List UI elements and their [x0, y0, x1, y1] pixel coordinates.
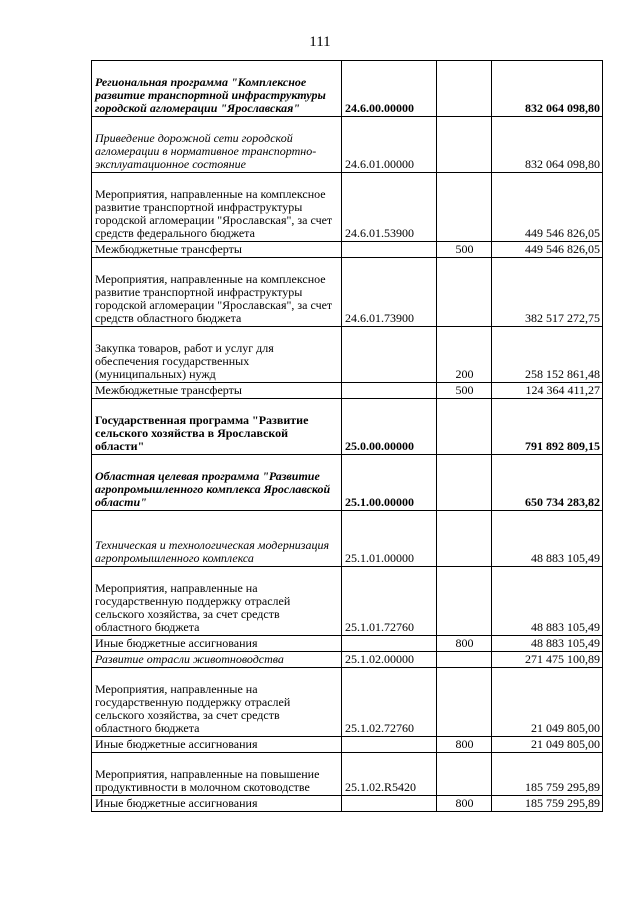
- row-name: Мероприятия, направленные на государственную поддержку отраслей сельского хозяйства, за счет средств областного бюджета: [92, 567, 342, 636]
- row-type: 800: [437, 796, 492, 812]
- table-row: [92, 61, 603, 117]
- row-sum: 124 364 411,27: [492, 383, 603, 399]
- row-sum: 382 517 272,75: [492, 258, 603, 327]
- row-name: Мероприятия, направленные на государственную поддержку отраслей сельского хозяйства, за счет средств областного бюджета: [92, 668, 342, 737]
- row-name: Межбюджетные трансферты: [92, 242, 342, 258]
- table-row: [92, 567, 603, 636]
- row-type: [437, 511, 492, 567]
- row-type: 500: [437, 242, 492, 258]
- row-code: 25.1.02.72760: [342, 668, 437, 737]
- row-code: [342, 737, 437, 753]
- row-type: 200: [437, 327, 492, 383]
- row-sum: 258 152 861,48: [492, 327, 603, 383]
- row-sum: 449 546 826,05: [492, 242, 603, 258]
- table-row: [92, 511, 603, 567]
- row-sum: 48 883 105,49: [492, 636, 603, 652]
- row-code: [342, 383, 437, 399]
- row-code: 24.6.01.00000: [342, 117, 437, 173]
- row-code: [342, 242, 437, 258]
- row-name: Областная целевая программа "Развитие агропромышленного комплекса Ярославской области": [92, 455, 342, 511]
- row-name: Иные бюджетные ассигнования: [92, 636, 342, 652]
- row-code: 24.6.01.73900: [342, 258, 437, 327]
- row-code: 24.6.00.00000: [342, 61, 437, 117]
- row-type: [437, 399, 492, 455]
- row-code: 25.0.00.00000: [342, 399, 437, 455]
- row-type: [437, 173, 492, 242]
- row-type: [437, 61, 492, 117]
- row-sum: 48 883 105,49: [492, 567, 603, 636]
- table-row: [92, 258, 603, 327]
- row-name: Иные бюджетные ассигнования: [92, 796, 342, 812]
- row-code: 24.6.01.53900: [342, 173, 437, 242]
- row-name: Иные бюджетные ассигнования: [92, 737, 342, 753]
- row-name: Мероприятия, направленные на повышение продуктивности в молочном скотоводстве: [92, 753, 342, 796]
- row-name: Закупка товаров, работ и услуг для обеспечения государственных (муниципальных) нужд: [92, 327, 342, 383]
- row-code: [342, 796, 437, 812]
- budget-table: [91, 60, 603, 812]
- row-name: Приведение дорожной сети городской агломерации в нормативное транспортно-эксплуатационное состояние: [92, 117, 342, 173]
- row-type: [437, 753, 492, 796]
- row-sum: 449 546 826,05: [492, 173, 603, 242]
- row-type: [437, 455, 492, 511]
- row-sum: 21 049 805,00: [492, 737, 603, 753]
- row-code: 25.1.00.00000: [342, 455, 437, 511]
- row-sum: 48 883 105,49: [492, 511, 603, 567]
- row-type: [437, 652, 492, 668]
- row-code: [342, 327, 437, 383]
- row-type: 800: [437, 737, 492, 753]
- table-row: [92, 173, 603, 242]
- table-row: [92, 753, 603, 796]
- table-row: [92, 668, 603, 737]
- row-code: 25.1.02.R5420: [342, 753, 437, 796]
- row-name: Развитие отрасли животноводства: [92, 652, 342, 668]
- row-sum: 185 759 295,89: [492, 796, 603, 812]
- row-code: [342, 636, 437, 652]
- table-row: [92, 737, 603, 753]
- table-row: [92, 399, 603, 455]
- row-sum: 185 759 295,89: [492, 753, 603, 796]
- page-number: 111: [309, 34, 331, 50]
- table-row: [92, 455, 603, 511]
- row-type: [437, 668, 492, 737]
- row-type: [437, 567, 492, 636]
- row-code: 25.1.01.00000: [342, 511, 437, 567]
- row-sum: 791 892 809,15: [492, 399, 603, 455]
- row-name: Региональная программа "Комплексное развитие транспортной инфраструктуры городской агломерации "Ярославская": [92, 61, 342, 117]
- row-sum: 650 734 283,82: [492, 455, 603, 511]
- table-row: [92, 796, 603, 812]
- row-type: 800: [437, 636, 492, 652]
- table-row: [92, 652, 603, 668]
- table-row: [92, 636, 603, 652]
- table-row: [92, 117, 603, 173]
- row-sum: 832 064 098,80: [492, 61, 603, 117]
- row-name: Мероприятия, направленные на комплексное развитие транспортной инфраструктуры городской агломерации "Ярославская", за счет средств областного бюджета: [92, 258, 342, 327]
- row-sum: 271 475 100,89: [492, 652, 603, 668]
- row-name: Техническая и технологическая модернизация агропромышленного комплекса: [92, 511, 342, 567]
- row-type: [437, 258, 492, 327]
- table-row: [92, 383, 603, 399]
- row-name: Межбюджетные трансферты: [92, 383, 342, 399]
- row-code: 25.1.01.72760: [342, 567, 437, 636]
- row-type: 500: [437, 383, 492, 399]
- table-row: [92, 327, 603, 383]
- table-row: [92, 242, 603, 258]
- row-type: [437, 117, 492, 173]
- row-name: Мероприятия, направленные на комплексное развитие транспортной инфраструктуры городской агломерации "Ярославская", за счет средств федерального бюджета: [92, 173, 342, 242]
- row-name: Государственная программа "Развитие сельского хозяйства в Ярославской области": [92, 399, 342, 455]
- row-sum: 21 049 805,00: [492, 668, 603, 737]
- row-code: 25.1.02.00000: [342, 652, 437, 668]
- row-sum: 832 064 098,80: [492, 117, 603, 173]
